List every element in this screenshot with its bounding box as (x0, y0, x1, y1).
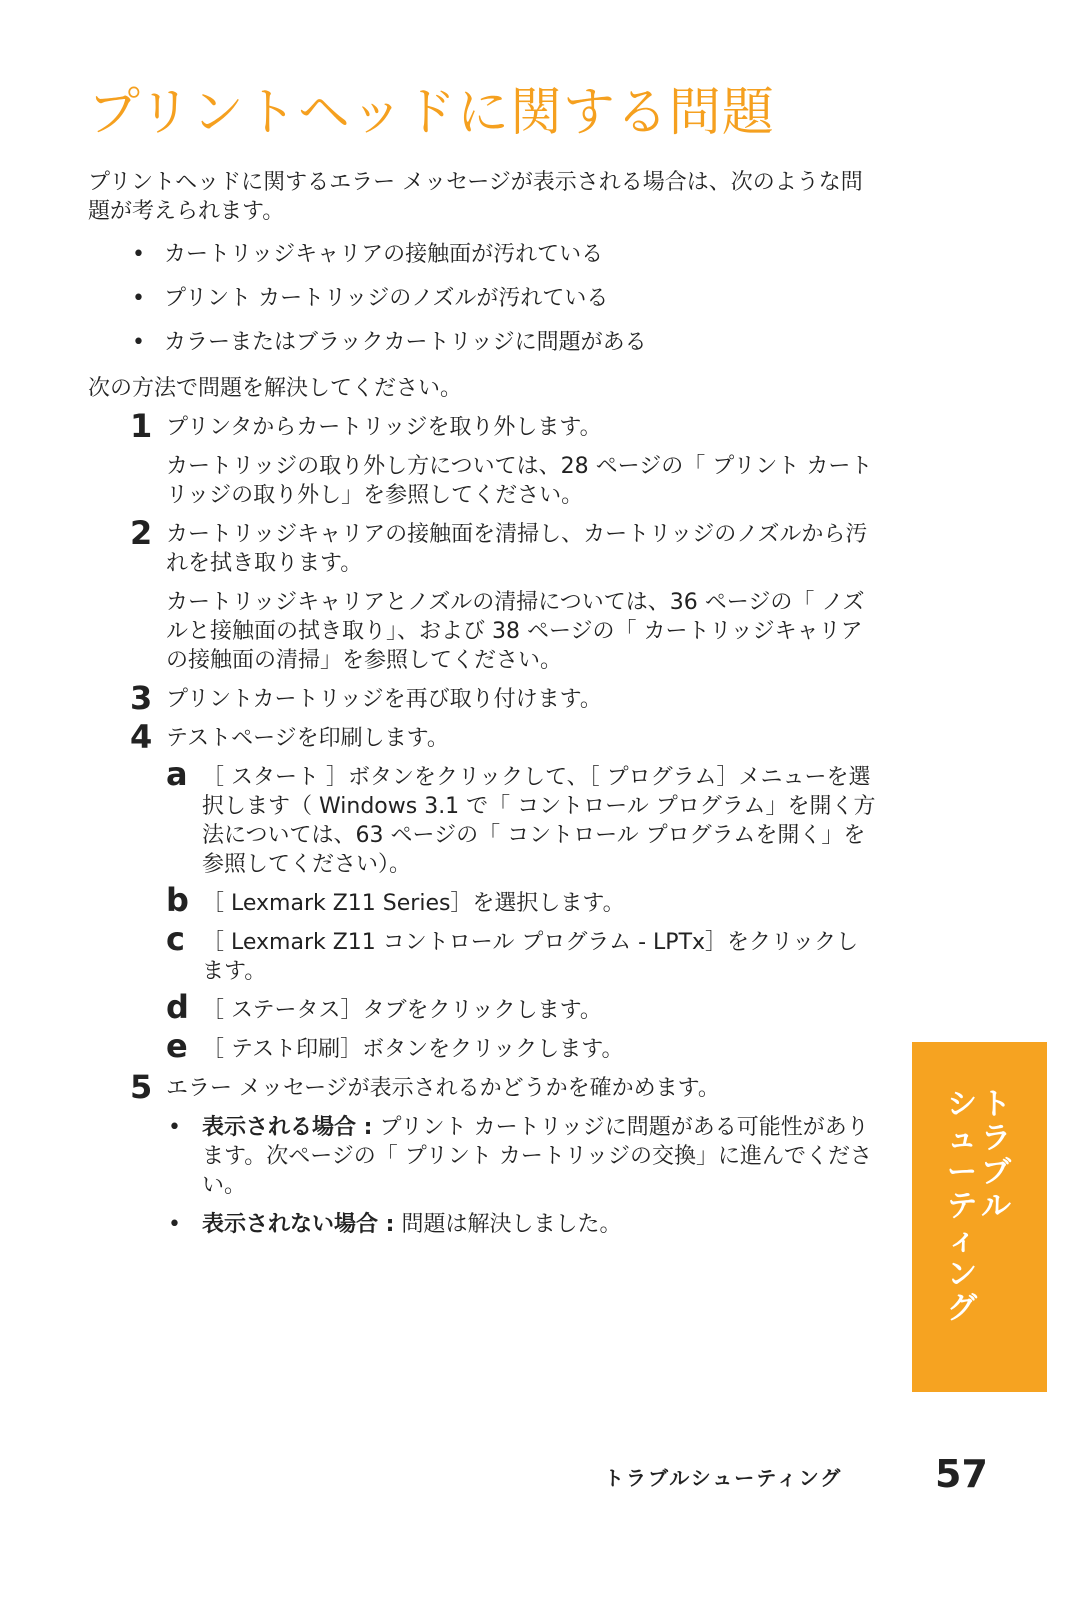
section-tab-char: ル (981, 1189, 1011, 1224)
intro-paragraph: プリントヘッドに関するエラー メッセージが表示される場合は、次のような問題が考えられます。 (88, 170, 863, 224)
step-2 (130, 514, 880, 578)
substep-e (166, 1027, 880, 1065)
steps-list (130, 407, 880, 1249)
cause-list (132, 240, 872, 372)
step-number: 5 (130, 1068, 153, 1106)
step-4 (130, 718, 880, 756)
result-label: 表示されない場合 : (202, 1212, 395, 1237)
substep-text: ［ Lexmark Z11 コントロール プログラム - LPTx］をクリックします。 (202, 930, 859, 984)
bullet-icon: • (132, 242, 145, 267)
step-1 (130, 407, 880, 445)
result-label: 表示される場合 : (202, 1115, 373, 1140)
section-tab-char: グ (947, 1291, 977, 1326)
step-number: 4 (130, 718, 153, 756)
substep-text: ［ Lexmark Z11 Series］を選択します。 (202, 891, 625, 916)
substep-letter: a (166, 755, 188, 793)
result-list (130, 1113, 880, 1239)
bullet-icon: • (132, 286, 145, 311)
step-text: プリントカートリッジを再び取り付けます。 (166, 687, 602, 712)
section-tab (912, 1042, 1047, 1392)
substep-letter: c (166, 920, 185, 958)
substep-a (166, 755, 880, 879)
list-item (166, 1210, 880, 1239)
substep-c (166, 920, 880, 986)
step-text: エラー メッセージが表示されるかどうかを確かめます。 (166, 1076, 720, 1101)
section-tab-char: ブ (981, 1155, 1011, 1190)
list-item-text: カートリッジキャリアの接触面が汚れている (164, 242, 604, 267)
step-number: 3 (130, 679, 153, 717)
section-tab-char: テ (947, 1189, 977, 1224)
substep-b (166, 881, 880, 919)
section-tab-char: ラ (981, 1121, 1011, 1156)
substep-letter: b (166, 881, 189, 919)
substep-text: ［ ステータス］タブをクリックします。 (202, 998, 602, 1023)
step-number: 1 (130, 407, 153, 445)
list-item (132, 240, 872, 284)
step-note: カートリッジキャリアとノズルの清掃については、36 ページの「 ノズルと接触面の拭き取り」、および 38 ページの「 カートリッジキャリアの接触面の清掃」を参照してください。 (166, 590, 865, 673)
step-text: テストページを印刷します。 (166, 726, 449, 751)
list-item (132, 284, 872, 328)
section-tab-char: ュ (947, 1121, 977, 1156)
bullet-icon: • (168, 1212, 181, 1237)
step-3 (130, 679, 880, 717)
step-note: カートリッジの取り外し方については、28 ページの「 プリント カートリッジの取り外し」を参照してください。 (166, 454, 873, 508)
method-intro: 次の方法で問題を解決してください。 (88, 376, 463, 401)
substep-letter: e (166, 1027, 188, 1065)
section-tab-line-1 (979, 1088, 1013, 1224)
list-item-text: カラーまたはブラックカートリッジに問題がある (164, 330, 647, 355)
list-item (166, 1113, 880, 1200)
section-tab-line-2 (945, 1088, 979, 1326)
step-5 (130, 1068, 880, 1106)
list-item (132, 328, 872, 372)
result-text: 問題は解決しました。 (394, 1212, 622, 1237)
footer-section-label: トラブルシューティング (604, 1466, 843, 1490)
section-tab-char: ト (981, 1087, 1011, 1122)
section-tab-char: ィ (947, 1223, 977, 1258)
result-text: プリント カートリッジに問題がある可能性があります。次ページの「 プリント カートリッジの交換」に進んでください。 (202, 1115, 873, 1198)
section-tab-char: ン (947, 1257, 977, 1292)
substep-text: ［ スタート ］ボタンをクリックして、［ プログラム］メニューを選択します（ Windows 3.1 で「 コントロール プログラム」を開く方法については、63 ページの「 コントロール プログラムを開く」を参照してください）。 (202, 765, 876, 877)
section-tab-char: シ (947, 1087, 977, 1122)
bullet-icon: • (168, 1115, 181, 1140)
section-tab-char: ー (947, 1155, 977, 1190)
bullet-icon: • (132, 330, 145, 355)
step-text: プリンタからカートリッジを取り外します。 (166, 415, 602, 440)
page-title: プリントヘッドに関する問題 (88, 83, 775, 143)
substep-text: ［ テスト印刷］ボタンをクリックします。 (202, 1037, 624, 1062)
page-number: 57 (935, 1452, 988, 1496)
substep-letter: d (166, 988, 189, 1026)
list-item-text: プリント カートリッジのノズルが汚れている (164, 286, 609, 311)
step-number: 2 (130, 514, 153, 552)
substep-d (166, 988, 880, 1026)
substeps-list (130, 755, 880, 1065)
step-text: カートリッジキャリアの接触面を清掃し、カートリッジのノズルから汚れを拭き取ります。 (166, 522, 868, 576)
